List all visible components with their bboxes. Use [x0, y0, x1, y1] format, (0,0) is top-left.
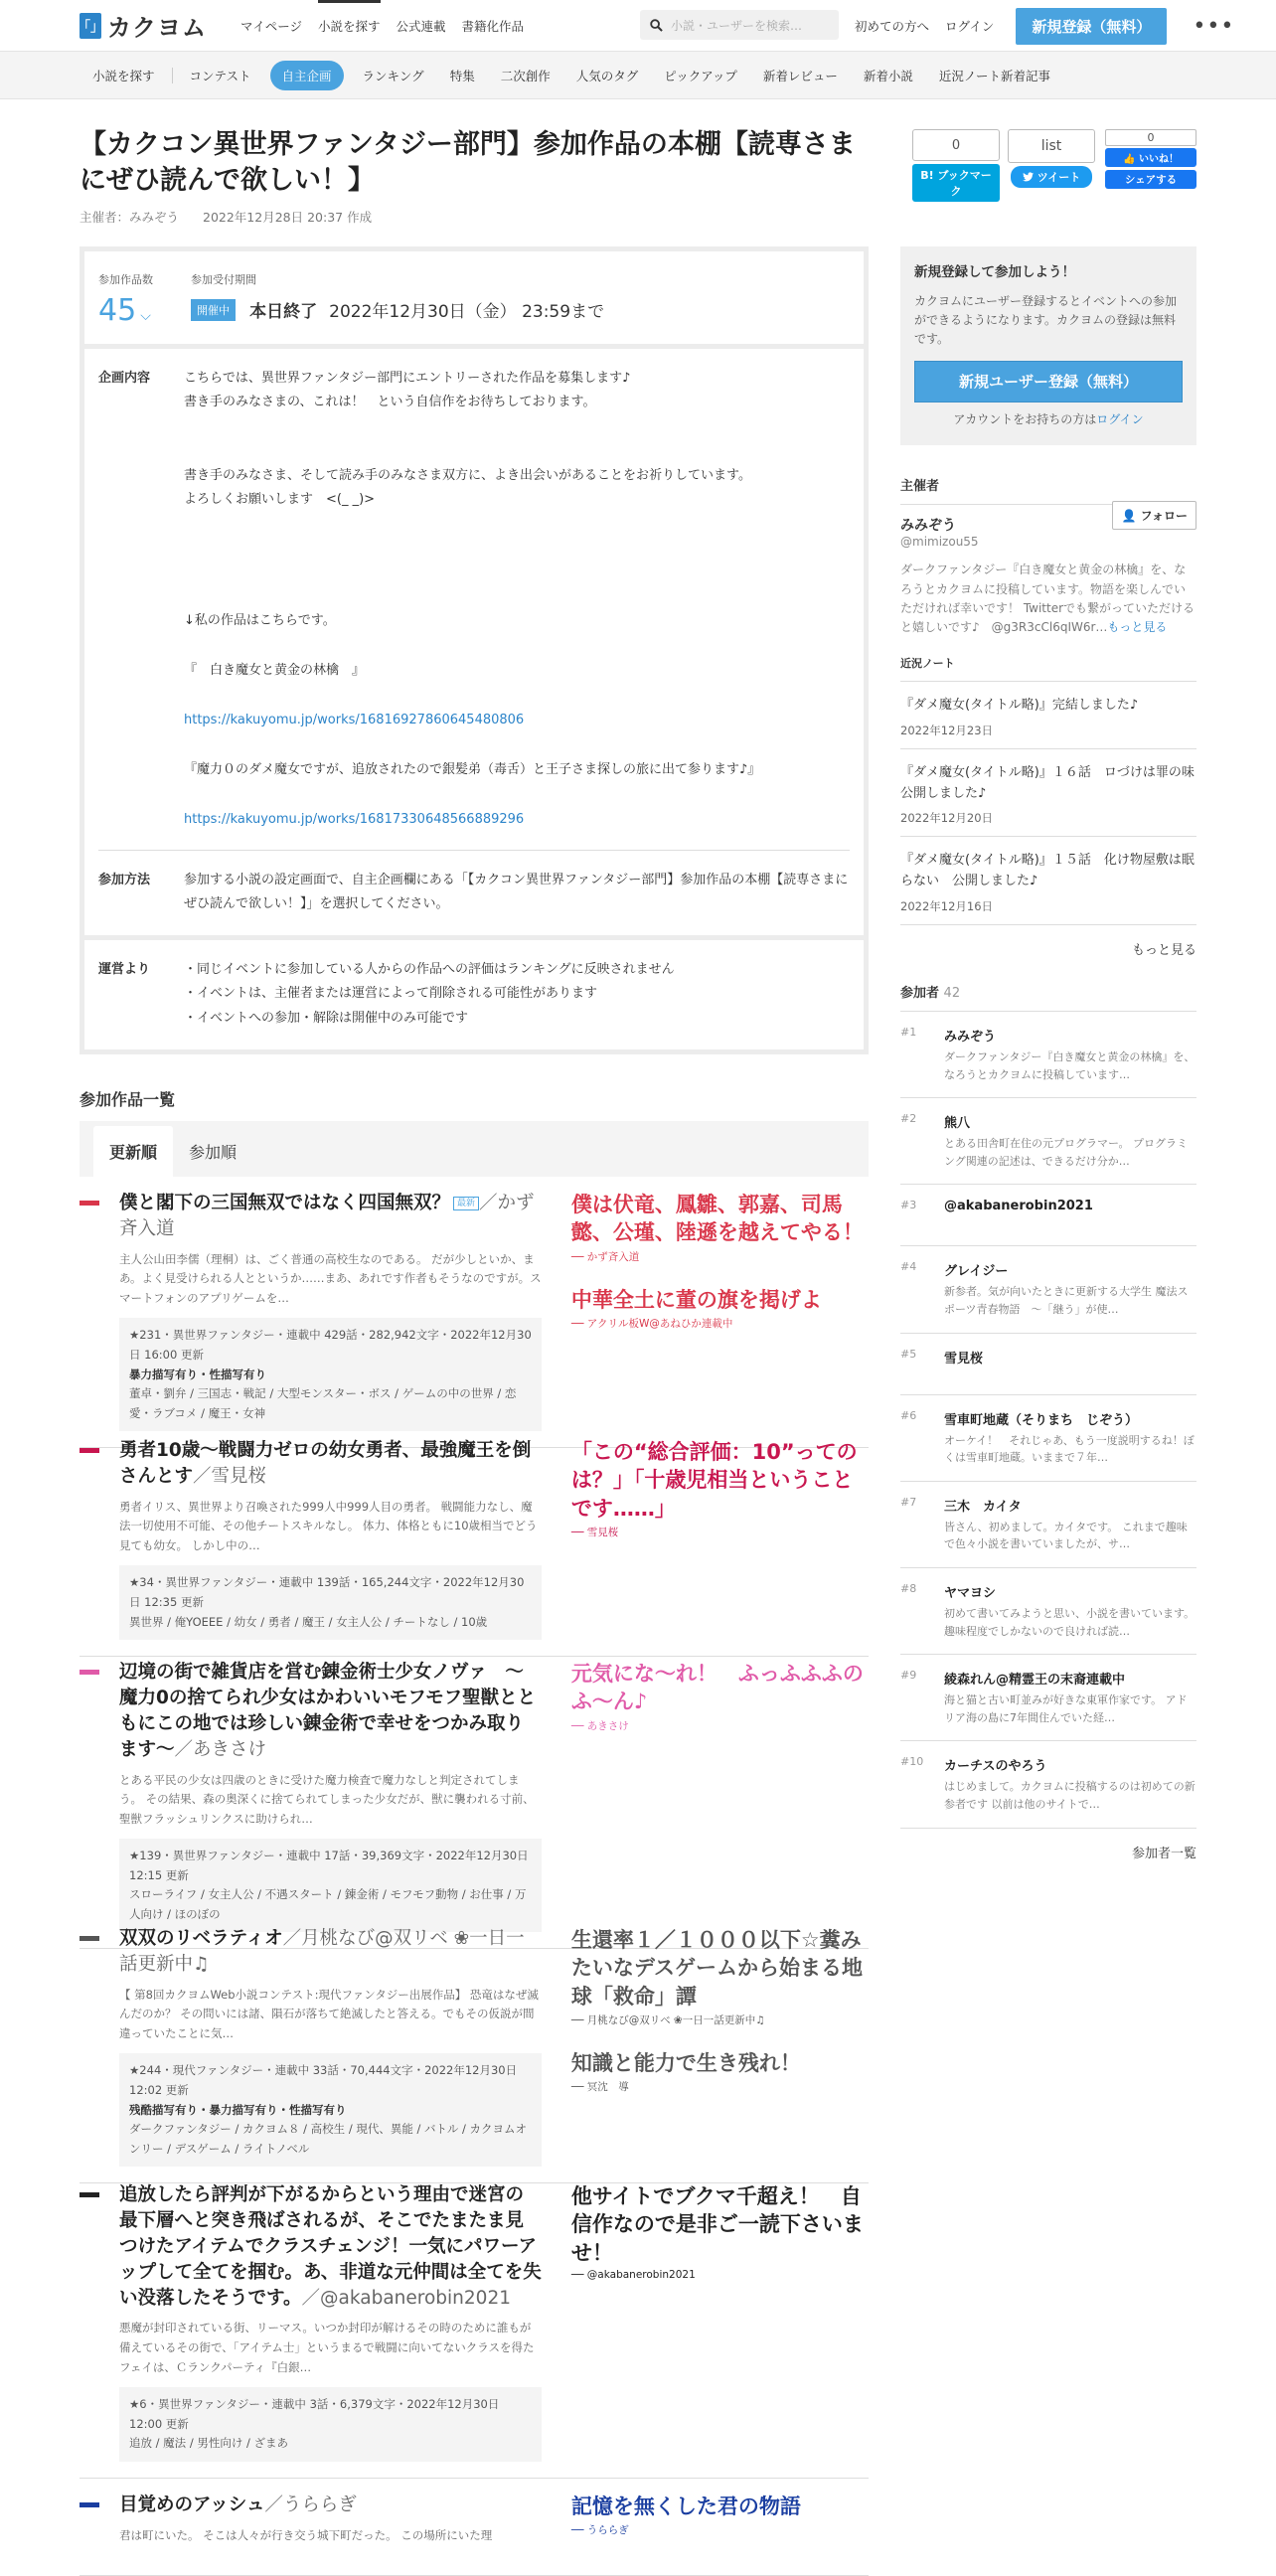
facebook-share[interactable]	[1105, 129, 1196, 189]
member-item[interactable]	[900, 1395, 1196, 1482]
work-warnings: 残酷描写有り・暴力描写有り・性描写有り	[129, 2102, 347, 2117]
period-end	[249, 297, 604, 322]
member-desc: 海と猫と古い町並みが好きな東軍作家です。 アドリア海の島に7年間住んでいた経…	[944, 1693, 1188, 1724]
work-title[interactable]: 辺境の街で雑貨店を営む錬金術士少女ノヴァ ～魔力0の捨てられ少女はかわいいモフモフ聖獣とともにこの地では珍しい錬金術で幸せをつかみ取ります～／あきさけ	[119, 1662, 537, 1760]
work-color-bar	[80, 2502, 99, 2507]
end-today: 本日終了	[249, 302, 318, 322]
note-date: 2022年12月23日	[900, 723, 994, 737]
hatena-bookmark-button[interactable]: B! ブックマーク	[912, 164, 1000, 202]
content-line: よろしくお願いします <(_ _)>	[184, 492, 376, 508]
work-author[interactable]: ／@akabanerobin2021	[301, 2287, 511, 2309]
end-date: 2022年12月30日（金） 23:59まで	[329, 302, 605, 322]
catchphrase[interactable]: 記憶を無くした君の物語	[570, 2495, 801, 2518]
note-item[interactable]	[900, 749, 1207, 838]
search-placeholder: 小説・ユーザーを検索…	[671, 18, 803, 33]
tweet-count: list	[1008, 129, 1095, 163]
work-item	[80, 1660, 869, 1949]
member-rank: #3	[900, 1199, 917, 1212]
member-rank: #2	[900, 1112, 917, 1126]
work-stats: ★244・現代ファンタジー・連載中 33話・70,444文字・2022年12月30日 12:02 更新	[129, 2063, 518, 2097]
catchphrase[interactable]: 知識と能力で生き残れ！	[570, 2051, 801, 2076]
work-desc: 勇者イリス、異世界より召喚された999人中999人目の勇者。 戦闘能力なし、魔法一切使用不可能、その他チートスキルなし。 体力、体格ともに10歳相当でどう見ても幼女。 しかし中の…	[119, 1499, 538, 1552]
signup-button[interactable]: 新規ユーザー登録（無料）	[914, 361, 1183, 402]
work-author[interactable]: ／あきさけ	[174, 1738, 267, 1760]
work-author[interactable]: ／雪見桜	[193, 1465, 267, 1487]
subnav-find[interactable]: 小説を探す	[92, 68, 155, 83]
catchphrase-author[interactable]: ── かず斉入道	[570, 1250, 640, 1263]
member-desc: 初めて書いてみようと思い、小説を書いています。趣味程度でしかないので良ければ読…	[944, 1607, 1196, 1638]
event-meta	[80, 208, 875, 226]
subnav-events[interactable]: 自主企画	[270, 61, 344, 90]
work-desc: とある平民の少女は四歳のときに受けた魔力検査で魔力なしと判定されてしまう。 その結果、森の奥深くに捨てられてしまった少女だが、獣に襲われる寸前、聖獣フラッシュリンクスに助けられ…	[119, 1772, 535, 1826]
content-line: こちらでは、異世界ファンタジー部門にエントリーされた作品を募集します♪	[184, 371, 631, 386]
work-author[interactable]: ／うららぎ	[264, 2495, 357, 2515]
member-name[interactable]: カーチスのやろう	[944, 1759, 1047, 1775]
member-name[interactable]: グレイジー	[944, 1264, 1009, 1280]
chevron-down-icon: ⌵	[140, 308, 151, 324]
work-catches	[571, 1191, 869, 1431]
entry-count	[98, 271, 153, 328]
work-tags[interactable]: 異世界 / 俺YOEEE / 幼女 / 勇者 / 魔王 / 女主人公 / チートなし / 10歳	[129, 1614, 488, 1629]
works-list-heading: 参加作品一覧	[80, 1090, 176, 1109]
member-desc: 新参者。気が向いたときに更新する大学生 魔法スポーツ青春物語 ～「継う」が使…	[944, 1285, 1189, 1317]
note-item[interactable]	[900, 682, 1196, 749]
work-info	[119, 2387, 542, 2462]
work-item	[80, 1438, 869, 1657]
subnav-features[interactable]: 特集	[449, 68, 475, 83]
work-catches	[571, 2182, 869, 2462]
event-created: 2022年12月28日 20:37 作成	[203, 210, 373, 226]
search-input[interactable]	[640, 10, 839, 40]
member-desc: ダークファンタジー『白き魔女と黄金の林檎』を、なろうとカクヨムに投稿しています…	[944, 1050, 1196, 1081]
event-stats	[84, 251, 864, 349]
event-method: 参加する小説の設定画面で、自主企画欄にある「【カクコン異世界ファンタジー部門】参加作品の本棚【読専さまにぜひ読んで欲しい！】」を選択してください。	[184, 873, 849, 912]
nav-mypage[interactable]: マイページ	[240, 18, 303, 34]
nav-find-novels[interactable]: 小説を探す	[318, 0, 381, 52]
fb-thumb-icon: 👍	[1123, 154, 1136, 165]
logo-text: カクヨム	[107, 14, 207, 42]
note-title[interactable]: 『ダメ魔女(タイトル略)』１５話 化け物屋敷は眠らない 公開しました♪	[900, 853, 1195, 889]
members-count: 42	[943, 986, 961, 1002]
member-rank: #4	[900, 1260, 917, 1274]
member-desc: はじめまして。カクヨムに投稿するのは初めての新参者です 以前は他のサイトで…	[944, 1780, 1196, 1811]
member-name[interactable]: @akabanerobin2021	[944, 1199, 1093, 1214]
host-id: @mimizou55	[900, 535, 979, 550]
works-tabs	[80, 1121, 869, 1177]
signup-account: アカウントをお持ちの方はログイン	[953, 412, 1144, 427]
tab-updated[interactable]: 更新順	[93, 1126, 173, 1177]
catchphrase[interactable]: 「この“総合評価：10”ってのは？」「十歳児相当ということです……」	[570, 1440, 858, 1521]
note-date: 2022年12月16日	[900, 899, 994, 914]
subnav-notes[interactable]: 近況ノート新着記事	[938, 68, 1051, 83]
catchphrase-author[interactable]: ── あきさけ	[570, 1719, 629, 1732]
subnav-pickup[interactable]: ピックアップ	[664, 68, 737, 83]
work-title[interactable]: 双双のリベラティオ／月桃なび@双リベ ❀一日一話更新中♫	[119, 1928, 525, 1975]
catchphrase[interactable]: 他サイトでブクマ千超え！ 自信作なので是非ご一読下さいませ！	[570, 2184, 864, 2265]
content-line: 書き手のみなさま、そして読み手のみなさま双方に、よき出会いがあることをお祈りしています。	[184, 468, 751, 484]
work-stats: ★139・異世界ファンタジー・連載中 17話・39,369文字・2022年12月30日 12:15 更新	[129, 1849, 529, 1882]
entry-count-label: 参加作品数	[98, 273, 153, 286]
catchphrase-author[interactable]: ── 月桃なび@双リベ ❀一日一話更新中♫	[570, 2014, 765, 2027]
search-icon	[650, 19, 663, 32]
work-tags[interactable]: 董卓・劉弁 / 三国志・戦記 / 大型モンスター・ボス / ゲームの中の世界 / 恋愛・ラブコメ / 魔王・女神	[129, 1386, 517, 1420]
member-item[interactable]	[900, 1098, 1196, 1185]
members-more-link[interactable]: 参加者一覧	[1131, 1846, 1196, 1861]
notes-heading: 近況ノート	[900, 655, 1196, 682]
work-color-bar	[80, 1670, 99, 1675]
work-catches	[571, 1926, 869, 2167]
work-tags[interactable]: 追放 / 魔法 / 男性向け / ざまあ	[129, 2436, 289, 2451]
page-title: 【カクコン異世界ファンタジー部門】参加作品の本棚【読専さまにぜひ読んで欲しい！】	[80, 129, 856, 196]
member-item[interactable]	[900, 1741, 1196, 1828]
notes-more-link[interactable]: もっと見る	[1131, 943, 1196, 959]
nav-official[interactable]: 公式連載	[396, 18, 446, 34]
note-item[interactable]	[900, 837, 1196, 925]
work-warnings: 暴力描写有り・性描写有り	[129, 1367, 266, 1381]
catchphrase-author[interactable]: ── 雪見桜	[570, 1527, 619, 1539]
member-name[interactable]: 三木 カイタ	[944, 1499, 1022, 1515]
member-rank: #6	[900, 1408, 917, 1422]
work-color-bar	[80, 2192, 99, 2197]
tweet-share[interactable]	[1008, 129, 1095, 188]
ops-item: イベントへの参加・解除は開催中のみ可能です	[197, 1010, 469, 1026]
content-line: 『 白き魔女と黄金の林檎 』	[184, 663, 366, 679]
work-item	[80, 1926, 869, 2183]
event-content-section	[84, 349, 864, 850]
catchphrase-author[interactable]: ── @akabanerobin2021	[570, 2269, 696, 2282]
logo-mark: 「」	[80, 13, 101, 39]
member-rank: #9	[900, 1669, 917, 1683]
work-catches	[571, 2493, 869, 2559]
sub-nav	[0, 52, 1276, 99]
work-author[interactable]: ／月桃なび@双リベ ❀一日一話更新中♫	[119, 1928, 525, 1975]
content-line: 書き手のみなさまの、これは！ という自信作をお待ちしております。	[184, 395, 596, 410]
member-name[interactable]: 雪車町地蔵（そりまち じぞう）	[944, 1412, 1139, 1428]
twitter-bird-icon	[1023, 172, 1034, 182]
event-ops-section	[84, 935, 864, 1049]
status-badge: 開催中	[191, 299, 236, 321]
subnav-reviews[interactable]: 新着レビュー	[762, 68, 838, 83]
method-label: 参加方法	[98, 873, 151, 888]
new-badge: 最新	[453, 1197, 479, 1211]
fb-share-button[interactable]: シェアする	[1105, 170, 1196, 189]
subnav-tags[interactable]: 人気のタグ	[575, 68, 639, 83]
work-desc: 悪魔が封印されている街、リーマス。いつか封印が解けるその時のために誰もが備えているその街で、「アイテム士」というまるで戦闘に向いてないクラスを得たフェイは、Ｃランクパーティ『白銀…	[119, 2321, 535, 2374]
work-desc: 【 第8回カクヨムWeb小説コンテスト:現代ファンタジー出展作品】 恐竜はなぜ滅んだのか？ その問いには諸、隕石が落ちて絶滅したと答える。でもその仮説が間違っていたことに気…	[119, 1987, 539, 2040]
entry-period-label: 参加受付期間	[191, 273, 256, 286]
tab-joined[interactable]: 参加順	[189, 1143, 238, 1162]
host-heading: 主催者	[900, 475, 1196, 505]
work-item	[80, 1191, 869, 1448]
member-name[interactable]: みみぞう	[944, 1030, 997, 1046]
member-item[interactable]	[900, 1482, 1196, 1568]
members-list	[900, 1012, 1196, 1829]
content-line: 『魔力０のダメ魔女ですが、追放されたので銀髪弟（毒舌）と王子さま探しの旅に出て参ります♪』	[184, 762, 761, 778]
work-info	[119, 1839, 542, 1932]
host-more-link[interactable]: もっと見る	[1107, 619, 1168, 634]
work-catches	[571, 1660, 869, 1932]
host-name[interactable]: みみぞう	[900, 518, 956, 535]
header-nav	[240, 0, 524, 52]
catchphrase[interactable]: 生還率１／１０００以下☆糞みたいなデスゲームから始まる地球「救命」譚	[570, 1928, 863, 2009]
note-date: 2022年12月20日	[900, 811, 994, 826]
member-name[interactable]: 熊八	[944, 1116, 971, 1132]
member-rank: #8	[900, 1582, 917, 1596]
catchphrase-author[interactable]: ── 冥沈 導	[570, 2081, 629, 2094]
host-desc: ダークファンタジー『白き魔女と黄金の林檎』を、なろうとカクヨムに投稿しています。物語を楽しんでいただければ幸いです！ Twitterでも繋がっていただけると嬉しいです♪ @g3R3cCl6qIW6r…もっと見る	[900, 563, 1196, 634]
ops-label: 運営より	[98, 961, 151, 977]
work-info	[119, 1318, 542, 1431]
more-menu-icon[interactable]: •••	[1193, 13, 1235, 39]
catchphrase[interactable]: 元気にな～れ！ ふっふふふのふ～ん♪	[570, 1662, 864, 1714]
member-desc: とある田舎町在住の元プログラマー。 プログラミング関連の記述は、できるだけ分か…	[944, 1137, 1189, 1168]
member-item[interactable]	[900, 1185, 1196, 1246]
fb-like-button[interactable]	[1105, 148, 1196, 167]
work-title[interactable]: 勇者10歳～戦闘力ゼロの幼女勇者、最強魔王を倒さんとす／雪見桜	[119, 1440, 532, 1487]
member-item[interactable]	[900, 1568, 1196, 1655]
event-host[interactable]: 主催者：みみぞう	[80, 210, 180, 226]
work-title[interactable]: 目覚めのアッシュ／うららぎ	[119, 2495, 357, 2515]
site-logo[interactable]	[80, 8, 207, 43]
work-desc: 主人公山田李儒（理桐）は、ごく普通の高校生なのである。 だが少しといか、まあ。よく見受けられる人とというか……まあ、あれです作者もそうなのですが。スマートフォンのアプリゲームを…	[119, 1251, 542, 1305]
event-method-section	[84, 851, 864, 934]
work-color-bar	[80, 1936, 99, 1941]
work-desc: 君は町にいた。 そこは人々が行き交う城下町だった。 この場所にいた理	[119, 2527, 493, 2542]
member-rank: #10	[900, 1755, 924, 1769]
sidebar	[900, 246, 1207, 1861]
member-item[interactable]	[900, 1012, 1196, 1098]
work-color-bar	[80, 1448, 99, 1453]
note-title[interactable]: 『ダメ魔女(タイトル略)』完結しました♪	[900, 698, 1139, 714]
member-item[interactable]	[900, 1246, 1196, 1333]
subnav-divider	[172, 68, 173, 83]
signup-title: 新規登録して参加しよう！	[914, 264, 1075, 280]
member-item[interactable]	[900, 1655, 1196, 1741]
work-link-1[interactable]: https://kakuyomu.jp/works/16816927860645480806	[184, 713, 525, 728]
tweet-button[interactable]	[1011, 166, 1092, 188]
catchphrase-author[interactable]: ── アクリル板W@あねひか連載中	[570, 1318, 733, 1331]
signup-login-link[interactable]: ログイン	[1096, 412, 1144, 427]
work-stats: ★231・異世界ファンタジー・連載中 429話・282,942文字・2022年12月30日 16:00 更新	[129, 1328, 532, 1362]
entry-count-value[interactable]: 45 ⌵	[98, 293, 151, 328]
subnav-contest[interactable]: コンテスト	[189, 68, 251, 83]
event-content	[184, 367, 850, 832]
subnav-fanfic[interactable]: 二次創作	[500, 68, 551, 83]
ops-item: イベントは、主催者または運営によって削除される可能性があります	[197, 986, 598, 1002]
work-item	[80, 2493, 869, 2576]
members-heading: 参加者 42	[900, 982, 1196, 1012]
work-catches	[571, 1438, 869, 1640]
subnav-ranking[interactable]: ランキング	[362, 68, 424, 83]
event-ops: ・同じイベントに参加している人からの作品への評価はランキングに反映されません ・イベントは、主催者または運営によって削除される可能性があります ・イベントへの参加・解除は開催中のみ可能です	[184, 961, 675, 1026]
catchphrase[interactable]: 中華全土に董の旗を掲げよ	[570, 1287, 822, 1312]
work-title[interactable]: 追放したら評判が下がるからという理由で迷宮の最下層へと突き飛ばされるが、そこでたまたま見つけたアイテムでクラスチェンジ！一気にパワーアップして全てを掴む。あ、非道な元仲間は全てを失い没落したそうです。／@akabanerobin2021	[119, 2184, 542, 2309]
member-desc: 皆さん、初めまして。カイタです。 これまで趣味で色々小説を書いていましたが、サ…	[944, 1520, 1188, 1551]
register-button[interactable]: 新規登録（無料）	[1016, 8, 1167, 45]
catchphrase-author[interactable]: ── うららぎ	[570, 2524, 629, 2537]
nav-books[interactable]: 書籍化作品	[461, 18, 525, 34]
login-link[interactable]: ログイン	[945, 19, 995, 34]
entry-period	[191, 271, 604, 328]
event-title-block	[80, 127, 875, 226]
tweet-label: ツイート	[1037, 171, 1081, 184]
work-title[interactable]: 僕と閣下の三国無双ではなく四国無双？ 最新 ／かず斉入道	[119, 1193, 535, 1239]
work-stats: ★6・異世界ファンタジー・連載中 3話・6,379文字・2022年12月30日 12:00 更新	[129, 2397, 500, 2431]
work-color-bar	[80, 1201, 99, 1206]
member-rank: #1	[900, 1026, 917, 1040]
member-desc: オーケイ！ それじゃあ、もう一度説明するね！ぼくは雪車町地蔵。いままで７年…	[944, 1433, 1195, 1465]
fb-like-label: いいね！	[1138, 154, 1179, 165]
note-title[interactable]: 『ダメ魔女(タイトル略)』１６話 ロづけは罪の味 公開しました♪	[900, 764, 1207, 801]
site-header	[0, 0, 1276, 52]
hatena-count: 0	[912, 129, 1000, 161]
signup-desc: カクヨムにユーザー登録するとイベントへの参加ができるようになります。カクヨムの登録は無料です。	[914, 293, 1178, 346]
follow-user-icon: 👤	[1121, 509, 1137, 523]
member-rank: #7	[900, 1495, 917, 1509]
hatena-share[interactable]	[912, 129, 1000, 202]
member-name[interactable]: 綾森れん@精霊王の末裔連載中	[944, 1673, 1126, 1689]
work-info	[119, 2053, 542, 2167]
work-author[interactable]: ／かず斉入道	[119, 1193, 535, 1239]
work-tags[interactable]: ダークファンタジー / カクヨム８ / 高校生 / 現代、異能 / バトル / カクヨムオンリー / デスゲーム / ライトノベル	[129, 2122, 528, 2156]
work-item	[80, 2182, 869, 2479]
work-stats: ★34・異世界ファンタジー・連載中 139話・165,244文字・2022年12月30日 12:35 更新	[129, 1575, 525, 1609]
beginner-link[interactable]: 初めての方へ	[855, 19, 930, 34]
subnav-new-novels[interactable]: 新着小説	[863, 68, 913, 83]
fb-count: 0	[1105, 129, 1196, 146]
signup-box	[900, 246, 1196, 445]
notes-list	[900, 682, 1207, 925]
work-link-2[interactable]: https://kakuyomu.jp/works/16817330648566889296	[184, 812, 525, 828]
member-rank: #5	[900, 1347, 917, 1361]
member-name[interactable]: ヤマヨシ	[944, 1586, 997, 1602]
catchphrase[interactable]: 僕は伏竜、鳳雛、郭嘉、司馬懿、公瑾、陸遜を越えてやる！	[570, 1193, 864, 1245]
event-detail-card	[80, 246, 869, 1054]
content-line: ↓私の作品はこちらです。	[184, 613, 336, 629]
member-name[interactable]: 雪見桜	[944, 1351, 984, 1367]
work-tags[interactable]: スローライフ / 女主人公 / 不遇スタート / 錬金術 / モフモフ動物 / お仕事 / 万人向け / ほのぼの	[129, 1887, 527, 1921]
follow-button[interactable]: 👤 フォロー	[1112, 501, 1196, 530]
content-label: 企画内容	[98, 371, 151, 386]
work-info	[119, 1565, 542, 1640]
ops-item: 同じイベントに参加している人からの作品への評価はランキングに反映されません	[197, 961, 675, 977]
member-item[interactable]	[900, 1334, 1196, 1395]
